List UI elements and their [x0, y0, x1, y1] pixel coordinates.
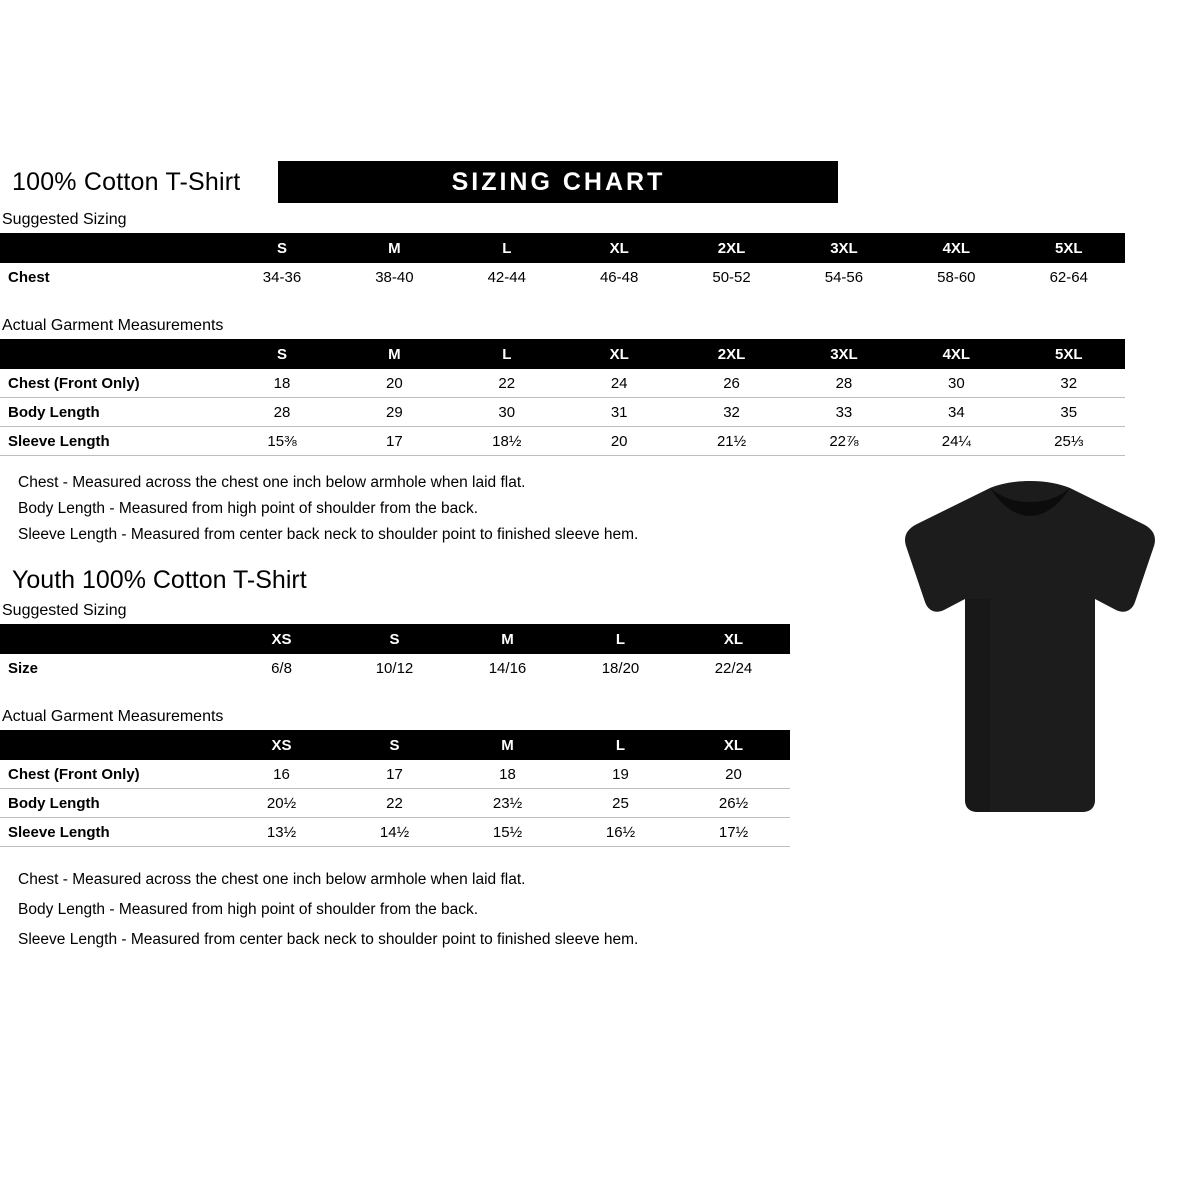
note-body-length: Body Length - Measured from high point of shoulder from the back.: [18, 901, 479, 918]
col-header: 4XL: [942, 239, 971, 257]
cell: 13½: [225, 818, 338, 847]
cell: 21½: [675, 427, 787, 456]
col-header: L: [615, 630, 626, 648]
youth-actual-label: Actual Garment Measurements: [2, 708, 224, 725]
cell: 20: [563, 427, 675, 456]
cell: 25⅓: [1013, 427, 1125, 456]
note-chest: Chest - Measured across the chest one inch below armhole when laid flat.: [18, 474, 526, 491]
cell: 25: [564, 789, 677, 818]
cell: 17: [338, 427, 450, 456]
cell: 14/16: [488, 659, 527, 677]
col-header: 5XL: [1055, 239, 1083, 257]
table-row: [0, 398, 1125, 427]
table-row: [0, 818, 790, 847]
table-header-row: [0, 730, 790, 760]
youth-notes: [0, 865, 1125, 955]
table-header-row: [0, 233, 1125, 263]
adult-actual-table: [0, 339, 1125, 456]
cell: 28: [788, 369, 900, 398]
row-label: Chest (Front Only): [0, 369, 226, 398]
cell: 24: [563, 369, 675, 398]
sizing-chart-banner: [278, 161, 838, 203]
cell: 18/20: [601, 659, 640, 677]
cell: 26: [675, 369, 787, 398]
cell: 10/12: [375, 659, 414, 677]
cell: 32: [675, 398, 787, 427]
col-header: XS: [271, 630, 292, 648]
col-header: [0, 624, 225, 654]
cell: 24¼: [900, 427, 1012, 456]
note-sleeve-length: Sleeve Length - Measured from center back neck to shoulder point to finished sleeve hem.: [18, 526, 639, 543]
col-header: [0, 730, 225, 760]
row-label: Chest (Front Only): [0, 760, 225, 789]
col-header: [0, 233, 226, 263]
cell: 22⅞: [788, 427, 900, 456]
col-header: 5XL: [1055, 345, 1083, 363]
cell: 50-52: [712, 268, 751, 286]
col-header: S: [276, 239, 287, 257]
note-sleeve-length: Sleeve Length - Measured from center back neck to shoulder point to finished sleeve hem.: [18, 931, 639, 948]
col-header: 2XL: [717, 345, 746, 363]
banner-label: SIZING CHART: [451, 167, 666, 196]
col-header: 2XL: [717, 239, 746, 257]
youth-actual-table: [0, 730, 790, 847]
cell: 20: [338, 369, 450, 398]
cell: 15⅜: [226, 427, 338, 456]
row-label: Sleeve Length: [0, 818, 225, 847]
note-chest: Chest - Measured across the chest one inch below armhole when laid flat.: [18, 871, 526, 888]
cell: 58-60: [937, 268, 976, 286]
col-header: 3XL: [830, 239, 858, 257]
col-header: 3XL: [830, 345, 858, 363]
youth-suggested-table: [0, 624, 790, 682]
col-header: L: [502, 239, 512, 257]
row-label: Size: [8, 659, 39, 677]
cell: 6/8: [271, 659, 292, 677]
cell: 26½: [677, 789, 790, 818]
table-header-row: [0, 339, 1125, 369]
tshirt-icon: [895, 478, 1165, 818]
table-row: [0, 789, 790, 818]
cell: 34: [900, 398, 1012, 427]
cell: 28: [226, 398, 338, 427]
note-body-length: Body Length - Measured from high point of shoulder from the back.: [18, 500, 479, 517]
cell: 22: [338, 789, 451, 818]
table-row: [0, 760, 790, 789]
cell: 30: [451, 398, 563, 427]
cell: 14½: [338, 818, 451, 847]
adult-suggested-table: [0, 233, 1125, 291]
table-row: [0, 263, 1125, 291]
cell: 30: [900, 369, 1012, 398]
adult-suggested-label: Suggested Sizing: [2, 211, 127, 228]
cell: 31: [563, 398, 675, 427]
row-label: Body Length: [0, 789, 225, 818]
cell: 17½: [677, 818, 790, 847]
row-label: Body Length: [0, 398, 226, 427]
cell: 15½: [451, 818, 564, 847]
cell: 16½: [564, 818, 677, 847]
table-row: [0, 369, 1125, 398]
cell: 18: [226, 369, 338, 398]
col-header: [0, 339, 226, 369]
cell: 62-64: [1049, 268, 1088, 286]
tshirt-illustration: [895, 478, 1165, 818]
col-header: L: [502, 345, 512, 363]
table-row: [0, 654, 790, 682]
cell: 35: [1013, 398, 1125, 427]
col-header: M: [501, 630, 514, 648]
cell: 18½: [451, 427, 563, 456]
table-row: [0, 427, 1125, 456]
row-label: Sleeve Length: [0, 427, 226, 456]
col-header: XL: [609, 345, 629, 363]
cell: 22: [451, 369, 563, 398]
cell: 42-44: [487, 268, 526, 286]
cell: 20½: [225, 789, 338, 818]
cell: 17: [338, 760, 451, 789]
cell: 19: [564, 760, 677, 789]
cell: 46-48: [599, 268, 639, 286]
col-header: M: [388, 345, 401, 363]
table-header-row: [0, 624, 790, 654]
cell: 16: [225, 760, 338, 789]
youth-suggested-label: Suggested Sizing: [2, 602, 127, 619]
col-header: S: [276, 345, 287, 363]
col-header: M: [388, 239, 401, 257]
col-header: 4XL: [942, 345, 971, 363]
col-header: XL: [723, 736, 744, 754]
cell: 32: [1013, 369, 1125, 398]
adult-actual-label: Actual Garment Measurements: [2, 317, 224, 334]
cell: 34-36: [262, 268, 302, 286]
col-header: S: [389, 736, 400, 754]
cell: 22/24: [714, 659, 753, 677]
cell: 29: [338, 398, 450, 427]
header-row: [0, 160, 1125, 204]
col-header: M: [501, 736, 514, 754]
page-title: 100% Cotton T-Shirt: [12, 167, 241, 196]
col-header: L: [615, 736, 626, 754]
cell: 20: [677, 760, 790, 789]
col-header: XL: [609, 239, 629, 257]
col-header: XS: [271, 736, 292, 754]
col-header: XL: [723, 630, 744, 648]
cell: 18: [451, 760, 564, 789]
row-label: Chest: [8, 268, 50, 286]
col-header: S: [389, 630, 400, 648]
cell: 38-40: [375, 268, 414, 286]
youth-title: Youth 100% Cotton T-Shirt: [12, 566, 307, 594]
cell: 23½: [451, 789, 564, 818]
cell: 33: [788, 398, 900, 427]
cell: 54-56: [824, 268, 864, 286]
